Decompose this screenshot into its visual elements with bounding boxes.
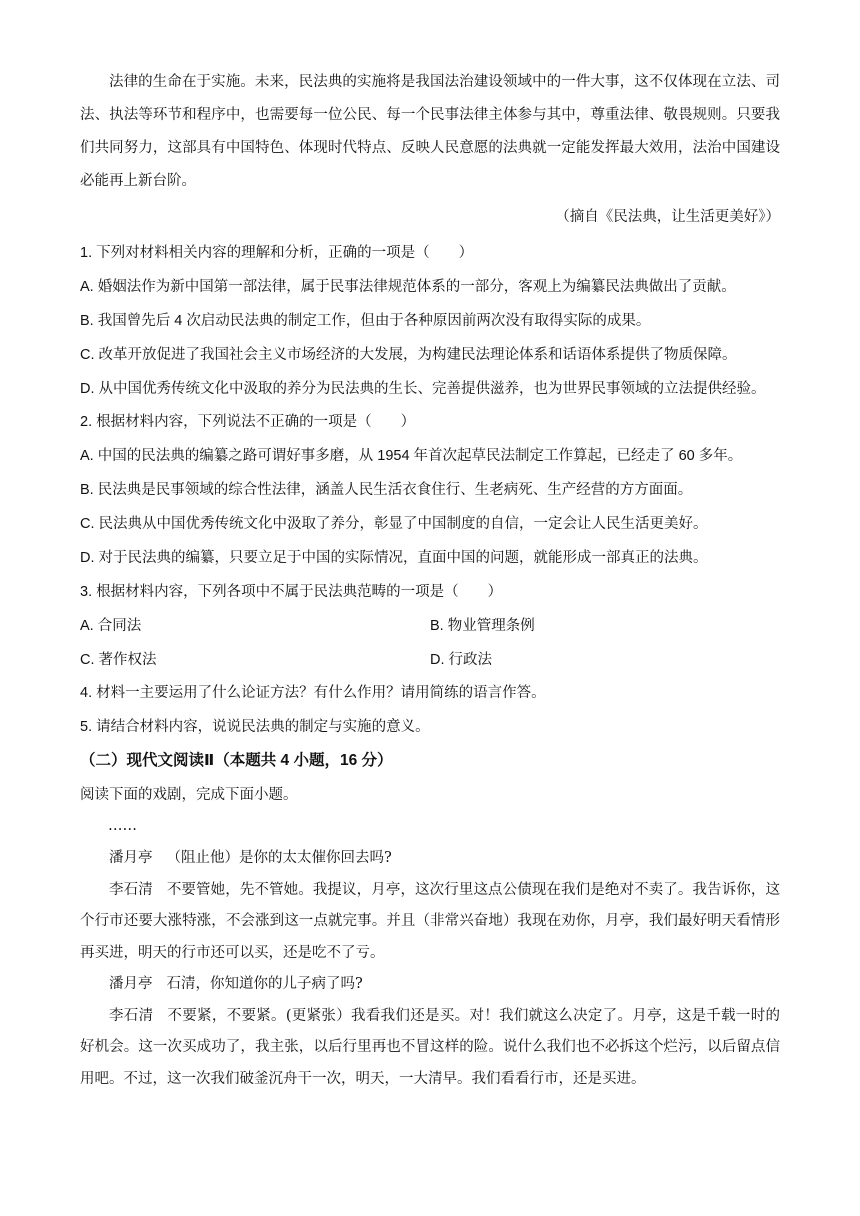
question-1-stem: 1. 下列对材料相关内容的理解和分析，正确的一项是（ ）: [80, 245, 474, 261]
question-3-stem: 3. 根据材料内容，下列各项中不属于民法典范畴的一项是（ ）: [80, 584, 503, 600]
speaker-name: 李石清: [109, 1007, 154, 1024]
question-2-option-d: D. 对于民法典的编纂，只要立足于中国的实际情况，直面中国的问题，就能形成一部真正的法典。: [80, 550, 708, 566]
section-title: （二）现代文阅读Ⅱ（本题共 4 小题，16 分）: [80, 752, 393, 769]
dialogue-text: （阻止他）是你的太太催你回去吗?: [166, 850, 392, 866]
dialogue-line: [80, 875, 780, 970]
dialogue-line: [80, 969, 780, 1001]
speaker-name: 潘月亭: [109, 976, 153, 992]
question-3-option-b: B. 物业管理条例: [430, 618, 535, 634]
source-citation: （摘自《民法典，让生活更美好》）: [555, 209, 780, 225]
question-1-option-d: D. 从中国优秀传统文化中汲取的养分为民法典的生长、完善提供滋养，也为世界民事领域的立法提供经验。: [80, 381, 766, 397]
question-2-option-b: B. 民法典是民事领域的综合性法律，涵盖人民生活衣食住行、生老病死、生产经营的方方面面。: [80, 482, 693, 498]
question-1-option-c: C. 改革开放促进了我国社会主义市场经济的大发展，为构建民法理论体系和话语体系提供了物质保障。: [80, 347, 737, 363]
question-5: 5. 请结合材料内容，说说民法典的制定与实施的意义。: [80, 719, 430, 735]
question-3-option-d: D. 行政法: [430, 652, 493, 668]
speaker-name: 潘月亭: [109, 850, 153, 866]
question-3-option-c: C. 著作权法: [80, 652, 157, 668]
drama-dialogue: [80, 843, 780, 1095]
dialogue-text: 石清，你知道你的儿子病了吗?: [166, 976, 363, 992]
ellipsis: ……: [108, 818, 137, 834]
intro-paragraph: 法律的生命在于实施。未来，民法典的实施将是我国法治建设领域中的一件大事，这不仅体现在立法、司法、执法等环节和程序中，也需要每一位公民、每一个民事法律主体参与其中，尊重法律、敬畏规则。只要我们共同努力，这部具有中国特色、体现时代特点、反映人民意愿的法典就一定能发挥最大效用，法治中国建设必能再上新台阶。: [80, 74, 780, 189]
speaker-name: 李石清: [109, 881, 153, 898]
question-2-option-c: C. 民法典从中国优秀传统文化中汲取了养分，彰显了中国制度的自信，一定会让人民生活更美好。: [80, 516, 708, 532]
question-1-option-b: B. 我国曾先后 4 次启动民法典的制定工作，但由于各种原因前两次没有取得实际的成果。: [80, 313, 651, 329]
dialogue-text: 不要管她，先不管她。我提议，月亭，这次行里这点公债现在我们是绝对不卖了。我告诉你，这个行市还要大涨特涨，不会涨到这一点就完事。并且（非常兴奋地）我现在劝你，月亭，我们最好明天看情形再买进，明天的行市还可以买，还是吃不了亏。: [80, 881, 781, 961]
reading-instruction: 阅读下面的戏剧，完成下面小题。: [80, 787, 298, 803]
question-2-option-a: A. 中国的民法典的编纂之路可谓好事多磨，从 1954 年首次起草民法制定工作算起，已经走了 60 多年。: [80, 448, 743, 464]
question-4: 4. 材料一主要运用了什么论证方法？有什么作用？请用简练的语言作答。: [80, 685, 546, 701]
dialogue-line: [80, 1001, 780, 1096]
question-2-stem: 2. 根据材料内容，下列说法不正确的一项是（ ）: [80, 414, 416, 430]
dialogue-text: 不要紧，不要紧。(更紧张）我看我们还是买。对！我们就这么决定了。月亭，这是千载一时的好机会。这一次买成功了，我主张，以后行里再也不冒这样的险。说什么我们也不必拆这个烂污，以后留点信用吧。不过，这一次我们破釜沉舟干一次，明天，一大清早。我们看看行市，还是买进。: [80, 1007, 781, 1087]
dialogue-line: [80, 843, 780, 875]
question-1-option-a: A. 婚姻法作为新中国第一部法律，属于民事法律规范体系的一部分，客观上为编纂民法典做出了贡献。: [80, 279, 736, 295]
question-3-option-a: A. 合同法: [80, 618, 142, 634]
